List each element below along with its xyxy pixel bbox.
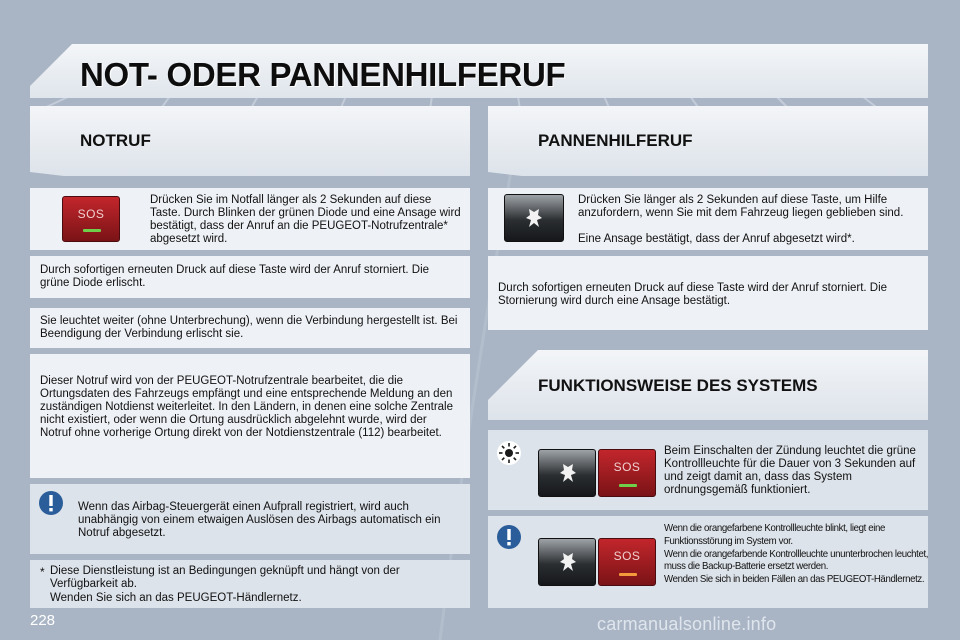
pannenhilfe-intro-line1: Drücken Sie länger als 2 Sekunden auf diese Taste, um Hilfe anzufordern, wenn Sie mit dem Fahrzeug liegen geblieben sind.	[578, 194, 904, 219]
airbag-box	[30, 484, 470, 554]
ignition-text: Beim Einschalten der Zündung leuchtet die grüne Kontrollleuchte für die Dauer von 3 Sekunden auf und zeigt damit an, dass das System ordnungsgemäß funktioniert.	[664, 445, 916, 496]
notruf-heading: NOTRUF	[80, 131, 151, 150]
green-led	[83, 229, 101, 232]
footnote-line1: Diese Dienstleistung ist an Bedingungen geknüpft und hängt von der Verfügbarkeit ab.	[50, 565, 400, 590]
notruf-processing-box	[30, 354, 470, 478]
notruf-intro-text: Drücken Sie im Notfall länger als 2 Sekunden auf diese Taste. Durch Blinken der grünen Diode und eine Ansage wird bestätigt, dass der Anruf an die PEUGEOT-Notrufzentrale* abgesetzt wird.	[150, 194, 461, 245]
notruf-stays-on-text: Sie leuchtet weiter (ohne Unterbrechung), wenn die Verbindung hergestellt ist. Bei Beendigung der Verbindung erlischt sie.	[40, 315, 458, 340]
pannenhilfe-intro-line2: Eine Ansage bestätigt, dass der Anruf abgesetzt wird*.	[578, 233, 855, 245]
malfunction-lion-button	[538, 538, 596, 586]
notruf-intro-box	[30, 188, 470, 250]
footnote-star: *	[40, 565, 45, 579]
notruf-cancel-text: Durch sofortigen erneuten Druck auf diese Taste wird der Anruf storniert. Die grüne Diode erlischt.	[40, 264, 430, 289]
pannenhilfe-button[interactable]	[504, 194, 564, 242]
airbag-text: Wenn das Airbag-Steuergerät einen Aufprall registriert, wird auch unabhängig von einem etwaigen Auslösen des Airbags automatisch ein Notruf abgesetzt.	[78, 501, 441, 539]
ignition-box	[488, 430, 928, 510]
sun-icon	[496, 440, 522, 466]
sos-button[interactable]	[62, 196, 120, 242]
orange-led	[619, 573, 637, 576]
malfunction-line3: Wenden Sie sich in beiden Fällen an das PEUGEOT-Händlernetz.	[664, 573, 925, 586]
malfunction-line1: Wenn die orangefarbene Kontrollleuchte blinkt, liegt eine Funktionsstörung im System vor.	[664, 522, 886, 547]
watermark: carmanualsonline.info	[597, 614, 777, 634]
malfunction-sos-button	[598, 538, 656, 586]
sos-button-label: SOS	[613, 460, 641, 474]
pannenhilfe-cancel-text: Durch sofortigen erneuten Druck auf diese Taste wird der Anruf storniert. Die Stornierung wird durch eine Ansage bestätigt.	[498, 282, 888, 307]
notruf-stays-on-box	[30, 308, 470, 348]
pannenhilfe-intro-box	[488, 188, 928, 250]
exclamation-icon	[38, 490, 64, 516]
ignition-sos-button	[598, 449, 656, 497]
notruf-cancel-box	[30, 256, 470, 298]
sos-button-label: SOS	[613, 549, 641, 563]
ignition-lion-button	[538, 449, 596, 497]
notruf-processing-text: Dieser Notruf wird von der PEUGEOT-Notrufzentrale bearbeitet, die die Ortungsdaten des Fahrzeugs empfängt und eine entsprechende Meldung an den zuständigen Notdienst weiterleitet. In den Ländern, in denen eine solche Zentrale nicht existiert, oder wenn die Ortung ausdrücklich abgelehnt wurde, wird der Notruf ohne vorherige Ortung direkt von der Notdienstzentrale (112) bearbeitet.	[40, 375, 453, 439]
footnote-line2: Wenden Sie sich an das PEUGEOT-Händlernetz.	[50, 592, 302, 604]
malfunction-line2: Wenn die orangefarbende Kontrollleuchte ununterbrochen leuchtet, muss die Backup-Batterie ersetzt werden.	[664, 547, 929, 573]
page-title: NOT- ODER PANNENHILFERUF	[80, 56, 566, 93]
malfunction-text	[664, 522, 931, 586]
pannenhilfe-cancel-box	[488, 256, 928, 330]
malfunction-box	[488, 516, 928, 608]
footnote-box	[30, 560, 470, 608]
sos-button-label: SOS	[77, 207, 105, 221]
funktion-heading: FUNKTIONSWEISE DES SYSTEMS	[538, 376, 818, 395]
peugeot-lion-icon	[557, 551, 579, 573]
exclamation-icon	[496, 524, 522, 550]
pannenhilfe-heading: PANNENHILFERUF	[538, 131, 693, 150]
green-led	[619, 484, 637, 487]
peugeot-lion-icon	[557, 462, 579, 484]
page-number: 228	[30, 612, 56, 629]
peugeot-lion-icon	[523, 207, 545, 229]
